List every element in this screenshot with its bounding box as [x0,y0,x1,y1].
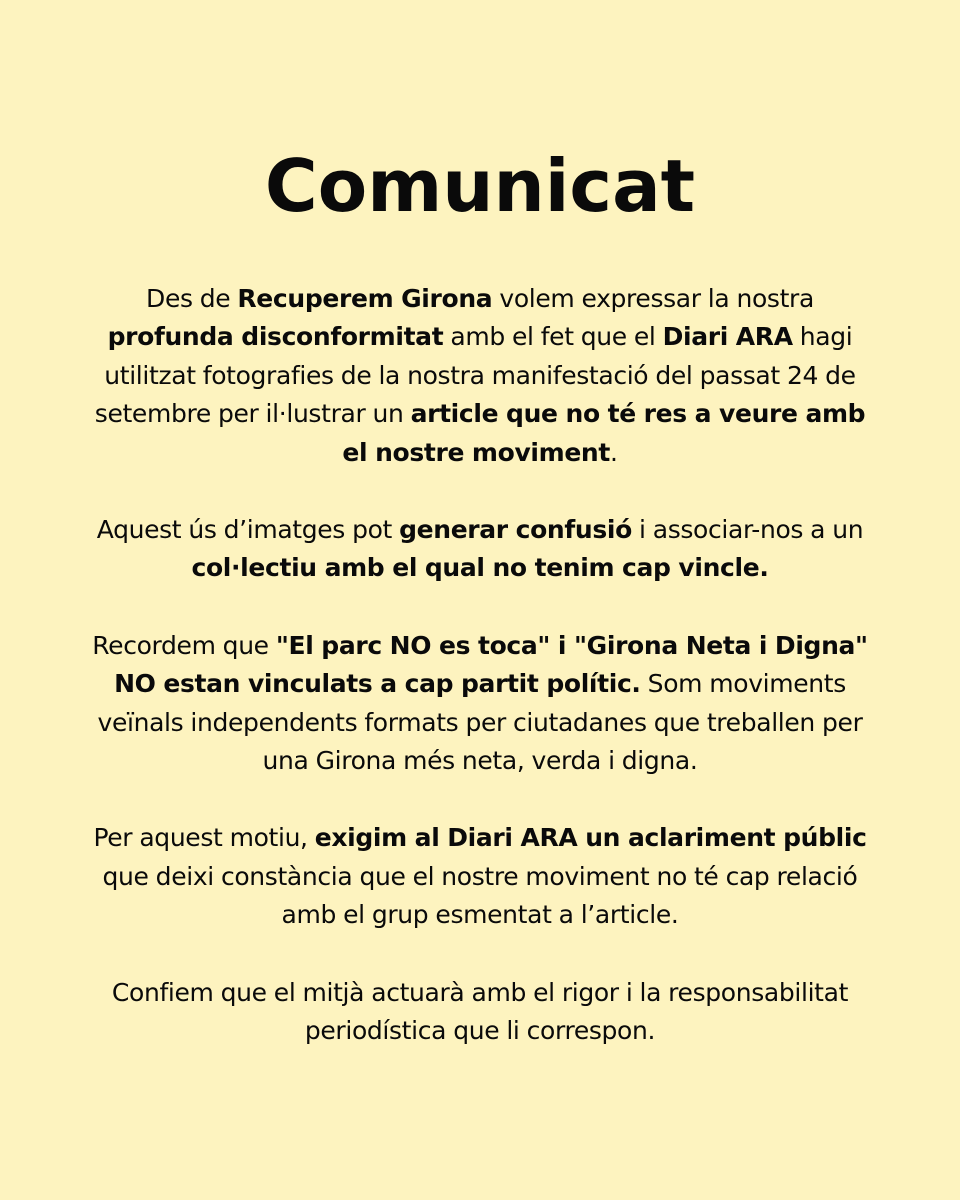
paragraph-text: Recordem que [92,630,276,660]
paragraph-text: Aquest ús d’imatges pot [96,515,400,545]
emphasized-text: article que no té res a veure amb el nostre moviment [342,399,866,467]
emphasized-text: Diari ARA [662,322,793,352]
paragraph-text: Confiem que el mitjà actuarà amb el rigor i la responsabilitat periodística que li correspon. [111,977,849,1046]
paragraph-text: amb el fet que el [443,322,663,352]
paragraph-text: que deixi constància que el nostre moviment no té cap relació amb el grup esmentat a l’article. [102,861,858,930]
statement-paragraph-1 [92,280,868,472]
emphasized-text: "El parc NO es toca" i "Girona Neta i Digna" NO estan vinculats a cap partit polític. [114,630,868,699]
emphasized-text: col·lectiu amb el qual no tenim cap vincle. [191,553,769,583]
statement-paragraph-5 [92,974,868,1051]
paragraph-text: Per aquest motiu, [93,823,315,853]
emphasized-text: profunda disconformitat [107,322,444,352]
emphasized-text: Recuperem Girona [237,284,493,313]
page-title: Comunicat [264,144,696,228]
statement-body [92,280,868,1090]
emphasized-text: generar confusió [399,515,632,545]
paragraph-text: i associar-nos a un [631,515,864,545]
statement-paragraph-4 [92,819,868,934]
emphasized-text: exigim al Diari ARA un aclariment públic [314,823,867,853]
paragraph-text: Des de [146,284,238,313]
statement-paragraph-3 [92,627,868,781]
paragraph-text: Som moviments veïnals independents formats per ciutadanes que treballen per una Girona més neta, verda i digna. [97,669,863,776]
paragraph-text: . [609,437,618,467]
statement-paragraph-2 [92,511,868,588]
paragraph-text: hagi utilitzat fotografies de la nostra manifestació del passat 24 de setembre per il·lustrar un [94,322,856,429]
paragraph-text: volem expressar la nostra [492,284,814,313]
